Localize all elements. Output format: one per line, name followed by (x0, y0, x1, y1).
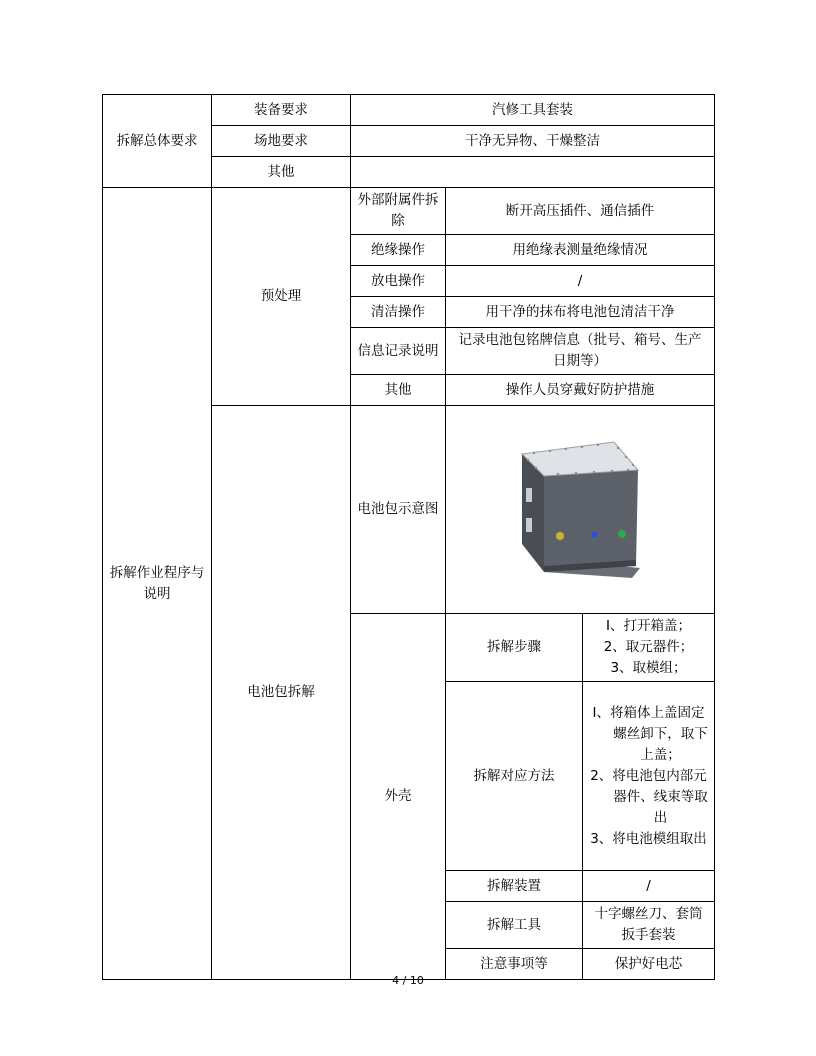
pre-row-value: 断开高压插件、通信插件 (446, 188, 715, 235)
pre-row-value: 操作人员穿戴好防护措施 (446, 375, 715, 406)
pre-row-value: 记录电池包铭牌信息（批号、箱号、生产日期等） (446, 328, 715, 375)
tools-label: 拆解工具 (446, 902, 583, 949)
procedure-header: 拆解作业程序与说明 (103, 188, 212, 980)
methods-label: 拆解对应方法 (446, 682, 583, 871)
pre-row-value: 用干净的抹布将电池包清洁干净 (446, 297, 715, 328)
battery-pack-image (446, 406, 715, 614)
equipment-value: 汽修工具套装 (351, 95, 715, 126)
disassembly-label: 电池包拆解 (212, 406, 351, 980)
tools-value: 十字螺丝刀、套筒扳手套装 (583, 902, 715, 949)
list-item: Ⅰ、打开箱盖； (606, 618, 691, 634)
diagram-label: 电池包示意图 (351, 406, 446, 614)
pre-row-value: 用绝缘表测量绝缘情况 (446, 235, 715, 266)
methods-list (583, 682, 715, 871)
steps-list (583, 614, 715, 682)
pre-row-label: 信息记录说明 (351, 328, 446, 375)
pretreatment-label: 预处理 (212, 188, 351, 406)
notes-label: 注意事项等 (446, 949, 583, 980)
site-label: 场地要求 (212, 126, 351, 157)
device-value: / (583, 871, 715, 902)
table-row (103, 95, 715, 126)
other-label: 其他 (212, 157, 351, 188)
page-number: 4 / 10 (392, 974, 424, 987)
table-row (103, 188, 715, 235)
list-item: Ⅰ、将箱体上盖固定螺丝卸下，取下上盖； (592, 704, 708, 763)
list-item: 3、将电池模组取出 (590, 830, 707, 847)
device-label: 拆解装置 (446, 871, 583, 902)
site-value: 干净无异物、干燥整洁 (351, 126, 715, 157)
pre-row-value: / (446, 266, 715, 297)
pre-row-label: 外部附属件拆除 (351, 188, 446, 235)
equipment-label: 装备要求 (212, 95, 351, 126)
pre-row-label: 绝缘操作 (351, 235, 446, 266)
general-requirements-header: 拆解总体要求 (103, 95, 212, 188)
pre-row-label: 清洁操作 (351, 297, 446, 328)
pre-row-label: 放电操作 (351, 266, 446, 297)
pre-row-label: 其他 (351, 375, 446, 406)
list-item: 2、将电池包内部元器件、线束等取出 (590, 767, 708, 826)
battery-pack-image (514, 440, 646, 580)
list-item: 3、取模组； (610, 660, 687, 676)
notes-value: 保护好电芯 (583, 949, 715, 980)
list-item: 2、取元器件； (603, 639, 694, 655)
other-value (351, 157, 715, 188)
steps-label: 拆解步骤 (446, 614, 583, 682)
casing-label: 外壳 (351, 614, 446, 980)
disassembly-spec-table (102, 94, 715, 980)
